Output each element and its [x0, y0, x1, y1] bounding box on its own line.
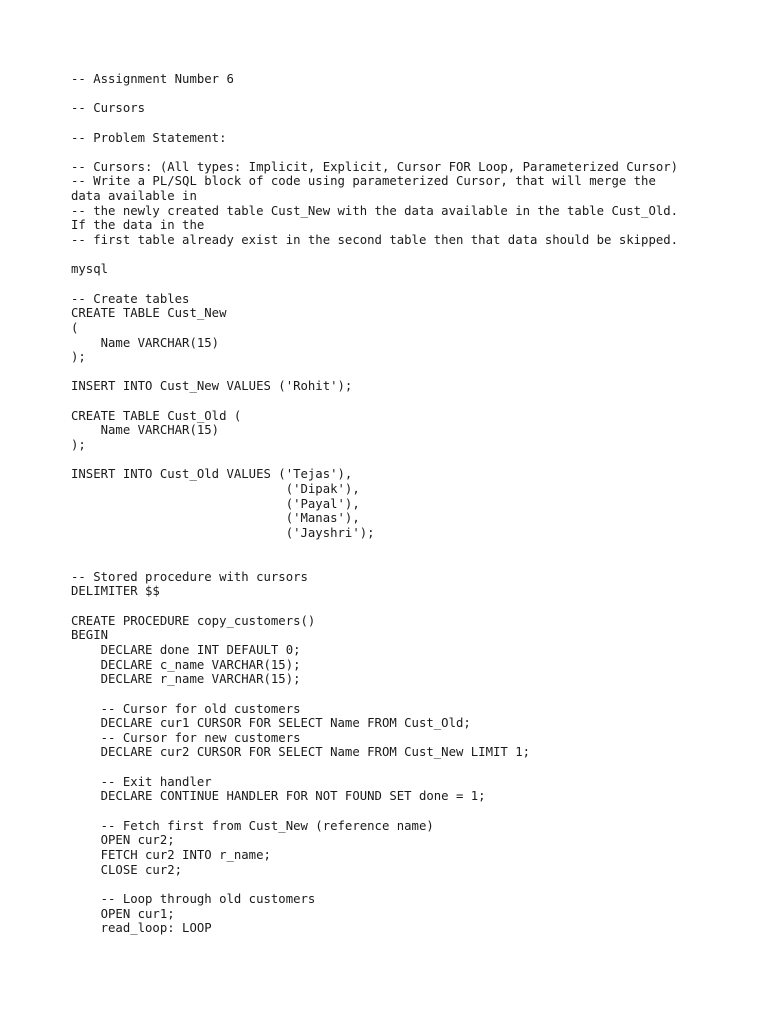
- code-line: DECLARE c_name VARCHAR(15);: [71, 657, 301, 672]
- code-line: CREATE TABLE Cust_Old (: [71, 408, 242, 423]
- code-line: [71, 453, 751, 468]
- code-line: DECLARE CONTINUE HANDLER FOR NOT FOUND SET done = 1;: [71, 789, 486, 804]
- code-line: [71, 145, 751, 160]
- code-line: [71, 877, 751, 892]
- code-text: [71, 72, 751, 936]
- code-line: [71, 277, 751, 292]
- code-line: data available in: [71, 189, 197, 204]
- code-line: If the data in the: [71, 218, 205, 233]
- code-line: ('Payal'),: [71, 496, 360, 511]
- code-line: CREATE PROCEDURE copy_customers(): [71, 613, 316, 628]
- code-line: FETCH cur2 INTO r_name;: [71, 847, 271, 862]
- code-line: DECLARE r_name VARCHAR(15);: [71, 672, 301, 687]
- code-line: [71, 687, 751, 702]
- code-line: [71, 599, 751, 614]
- code-line: mysql: [71, 262, 109, 277]
- code-line: [71, 760, 751, 775]
- code-line: [71, 541, 751, 556]
- code-line: -- Create tables: [71, 291, 190, 306]
- code-line: ('Jayshri');: [71, 525, 375, 540]
- code-line: BEGIN: [71, 628, 109, 643]
- code-line: DECLARE done INT DEFAULT 0;: [71, 642, 301, 657]
- code-line: -- Assignment Number 6: [71, 72, 234, 86]
- code-line: -- first table already exist in the second table then that data should be skipped.: [71, 233, 679, 248]
- code-line: ('Dipak'),: [71, 481, 360, 496]
- code-line: -- Fetch first from Cust_New (reference name): [71, 818, 434, 833]
- code-line: -- Cursors: [71, 101, 146, 116]
- code-line: [71, 365, 751, 380]
- code-line: CREATE TABLE Cust_New: [71, 306, 227, 321]
- code-line: [71, 116, 751, 131]
- code-line: [71, 555, 751, 570]
- code-line: DECLARE cur1 CURSOR FOR SELECT Name FROM Cust_Old;: [71, 716, 471, 731]
- code-line: (: [71, 320, 79, 335]
- code-line: -- Stored procedure with cursors: [71, 569, 308, 584]
- code-line: [71, 394, 751, 409]
- code-line: -- Loop through old customers: [71, 891, 316, 906]
- code-line: [71, 87, 751, 102]
- code-line: CLOSE cur2;: [71, 862, 183, 877]
- code-line: DELIMITER $$: [71, 584, 160, 599]
- code-line: INSERT INTO Cust_Old VALUES ('Tejas'),: [71, 467, 353, 482]
- code-line: read_loop: LOOP: [71, 921, 212, 936]
- code-line: -- Exit handler: [71, 774, 212, 789]
- code-line: -- Write a PL/SQL block of code using parameterized Cursor, that will merge the: [71, 174, 656, 189]
- code-line: -- Cursor for old customers: [71, 701, 301, 716]
- code-line: ('Manas'),: [71, 511, 360, 526]
- code-line: OPEN cur2;: [71, 833, 175, 848]
- code-line: -- the newly created table Cust_New with the data available in the table Cust_Old.: [71, 203, 679, 218]
- code-line: -- Cursors: (All types: Implicit, Explicit, Cursor FOR Loop, Parameterized Cursor): [71, 159, 679, 174]
- code-line: DECLARE cur2 CURSOR FOR SELECT Name FROM Cust_New LIMIT 1;: [71, 745, 531, 760]
- code-line: OPEN cur1;: [71, 906, 175, 921]
- code-line: Name VARCHAR(15): [71, 423, 220, 438]
- code-line: );: [71, 350, 86, 365]
- code-line: );: [71, 438, 86, 453]
- code-line: [71, 804, 751, 819]
- code-line: Name VARCHAR(15): [71, 335, 220, 350]
- code-line: -- Problem Statement:: [71, 130, 227, 145]
- code-line: INSERT INTO Cust_New VALUES ('Rohit');: [71, 379, 353, 394]
- code-line: [71, 248, 751, 263]
- code-line: -- Cursor for new customers: [71, 730, 301, 745]
